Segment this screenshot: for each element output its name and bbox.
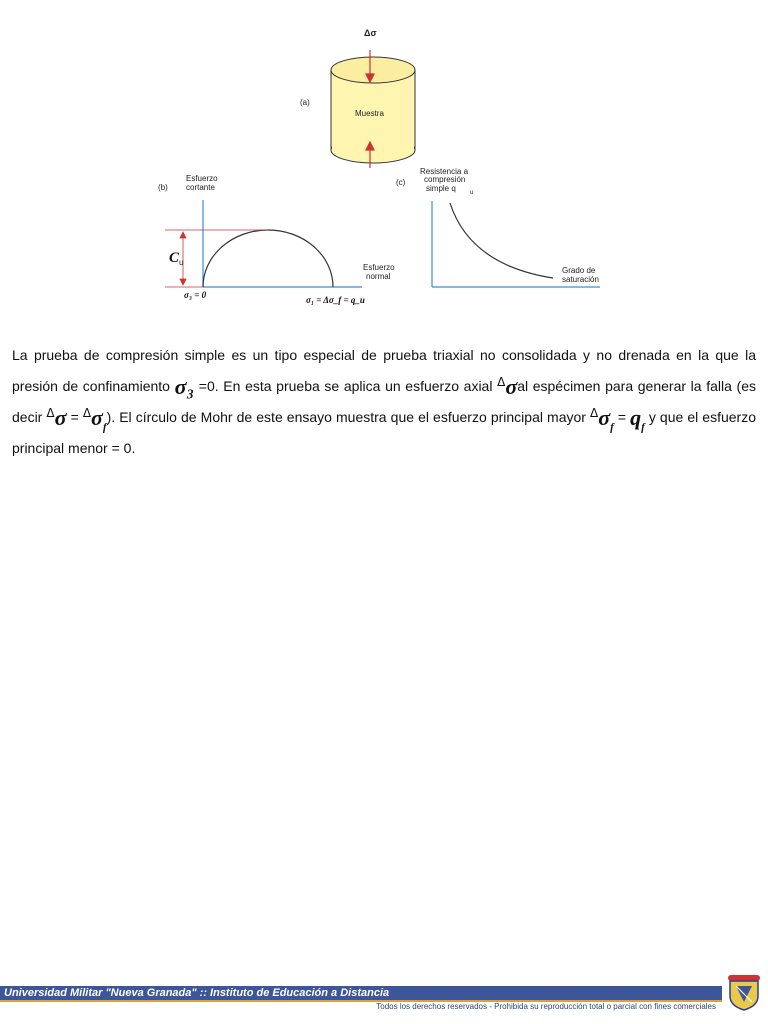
delta-sigma-top-label: Δσ xyxy=(364,28,377,38)
delta-symbol: Δ xyxy=(82,406,92,420)
sigma3-symbol: σ₃ xyxy=(174,374,195,399)
delta-sigma-symbol xyxy=(46,405,67,430)
normal-axis-label-line2: normal xyxy=(366,272,391,281)
shear-axis-label-line2: cortante xyxy=(186,183,215,192)
sigma3-label: σ₃ = 0 xyxy=(184,290,207,300)
q-symbol: q xyxy=(630,405,642,430)
saturation-axis-label-line1: Grado de xyxy=(562,266,596,275)
strength-decay-curve xyxy=(450,203,553,278)
paragraph-text-5: ). El círculo de Mohr de este ensayo muestra que el esfuerzo principal mayor xyxy=(106,409,591,425)
axial-stress-symbol xyxy=(497,374,518,399)
delta-symbol: Δ xyxy=(46,406,55,420)
cu-subscript: u xyxy=(179,258,184,267)
rights-notice: Todos los derechos reservados - Prohibida su reproducción total o parcial con fines comerciales xyxy=(376,1002,716,1011)
body-paragraph xyxy=(12,340,756,464)
sigma-symbol: σ xyxy=(598,405,611,430)
figure-svg xyxy=(0,0,768,330)
delta-sigma-f-symbol xyxy=(82,405,107,434)
shear-axis-label-line1: Esfuerzo xyxy=(186,174,218,183)
major-stress-symbol xyxy=(590,405,614,434)
sigma-symbol: σ xyxy=(54,405,67,430)
soil-mechanics-figure xyxy=(0,0,768,330)
subscript-f: f xyxy=(641,421,645,434)
strength-axis-label-line2: compresión xyxy=(424,175,466,184)
strength-axis-label-line3: simple q xyxy=(426,184,456,193)
sigma1-label: σ₁ = Δσ_f = q_u xyxy=(306,295,365,305)
strength-axis-subscript: u xyxy=(470,190,474,196)
saturation-axis-label-line2: saturación xyxy=(562,275,599,284)
paragraph-text-1: La prueba de compresión simple es un tipo especial de prueba triaxial no consolidada y no drenada en la que la presión de confinamiento xyxy=(12,347,756,394)
panel-a-label: (a) xyxy=(300,98,310,107)
paragraph-text-6: = xyxy=(613,409,631,425)
mohr-circle xyxy=(203,230,333,287)
cu-label: C xyxy=(169,250,180,266)
panel-c-label: (c) xyxy=(396,178,406,187)
paragraph-text-7: y que el esfuerzo principal menor = 0. xyxy=(12,409,756,456)
subscript-f: f xyxy=(102,421,107,434)
normal-axis-label-line1: Esfuerzo xyxy=(363,263,395,272)
university-shield-icon xyxy=(724,972,764,1012)
institution-banner: Universidad Militar "Nueva Granada" :: Instituto de Educación a Distancia xyxy=(0,986,722,1000)
sample-label: Muestra xyxy=(355,109,384,118)
strength-axis-label-line1: Resistencia a xyxy=(420,167,469,176)
paragraph-text-4: = xyxy=(66,409,83,425)
sigma-symbol: σ xyxy=(91,405,103,430)
sigma-symbol: σ xyxy=(505,374,518,399)
logo-svg xyxy=(724,972,764,1012)
paragraph-text-2: =0. En esta prueba se aplica un esfuerzo axial xyxy=(194,378,498,394)
subscript-f: f xyxy=(610,421,614,434)
delta-symbol: Δ xyxy=(497,375,506,389)
panel-b-label: (b) xyxy=(158,183,168,192)
paragraph-text-3: al espécimen para generar la falla (es decir xyxy=(12,378,756,425)
delta-symbol: Δ xyxy=(590,406,599,420)
qf-symbol xyxy=(630,405,645,434)
